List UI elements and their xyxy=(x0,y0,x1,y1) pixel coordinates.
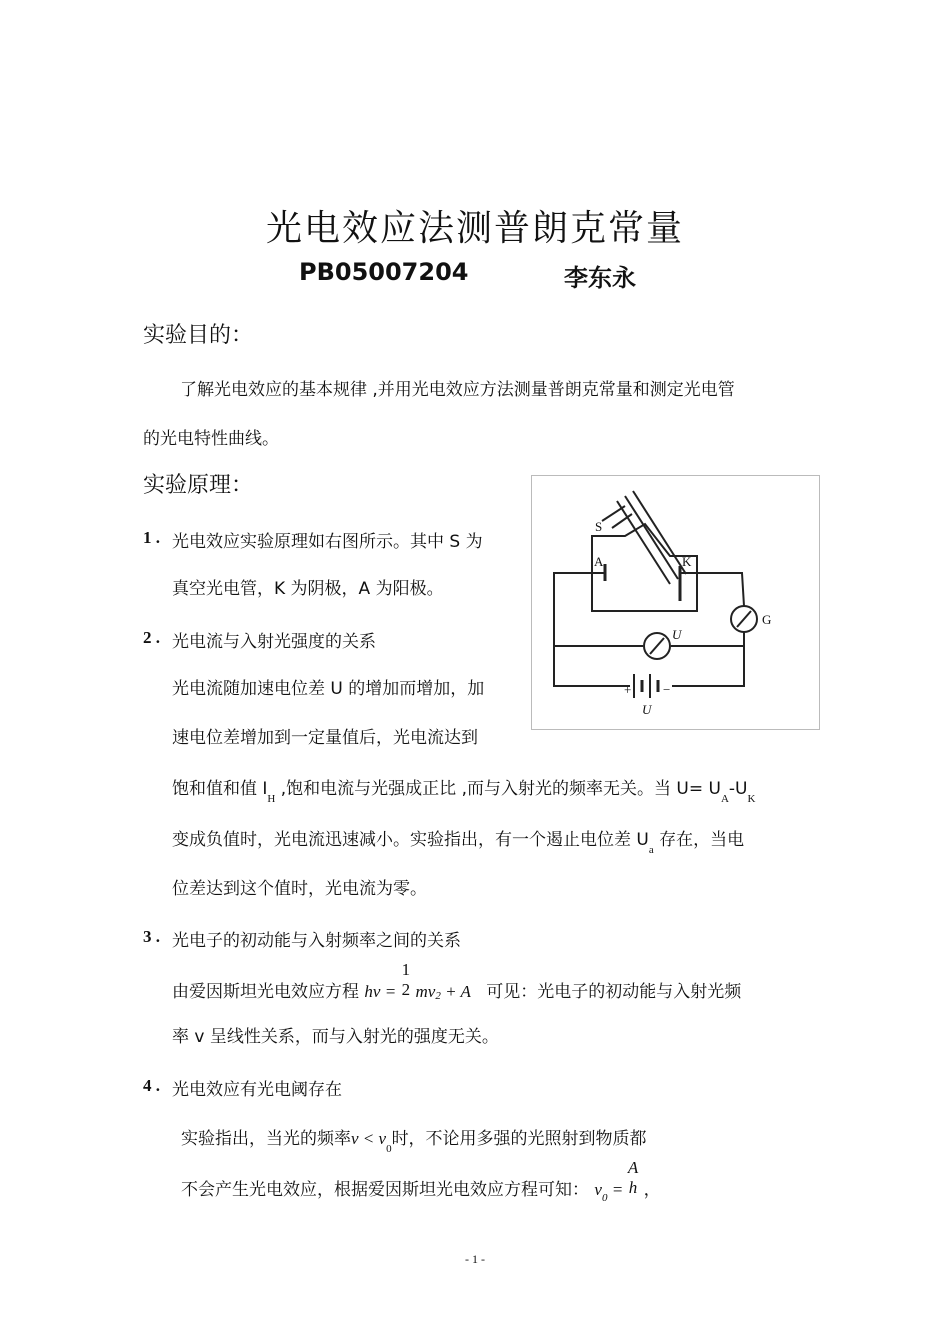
item-number-2: 2 . xyxy=(143,628,160,647)
section-heading-principle: 实验原理： xyxy=(143,473,254,498)
equation-term: + A xyxy=(440,982,471,1001)
item2-line-3 xyxy=(172,774,756,805)
text-segment: 可见：光电子的初动能与入射光频 xyxy=(486,982,742,1002)
subscript-A: A xyxy=(720,793,729,805)
fraction-denominator: h xyxy=(628,1178,638,1197)
text-segment: ,饱和电流与光强成正比 ,而与入射光的频率无关。当 U= U xyxy=(275,779,721,799)
item2-line-5: 位差达到这个值时，光电流为零。 xyxy=(172,879,427,899)
equation-rhs xyxy=(416,982,471,1001)
equation-term: v xyxy=(594,1180,602,1199)
text-segment: 饱和值和值 I xyxy=(172,779,268,799)
voltmeter-needle xyxy=(650,638,664,654)
item3-title: 光电子的初动能与入射频率之间的关系 xyxy=(172,931,461,951)
equals-sign: = xyxy=(612,1180,623,1199)
light-ray-1 xyxy=(617,501,670,584)
student-name: 李东永 xyxy=(564,264,636,292)
text-segment: ， xyxy=(643,1180,661,1200)
item1-line-1: 光电效应实验原理如右图所示。其中 S 为 xyxy=(172,532,483,552)
label-K: K xyxy=(682,554,692,569)
item1-line-2: 真空光电管，K 为阴极，A 为阳极。 xyxy=(172,579,444,599)
circuit-diagram xyxy=(532,476,819,729)
text-segment: -U xyxy=(728,779,748,799)
subscript-0: 0 xyxy=(386,1143,392,1155)
text-segment: 变成负值时，光电流迅速减小。实验指出，有一个遏止电位差 U xyxy=(172,830,649,850)
subscript-K: K xyxy=(747,793,756,805)
purpose-line-1: 了解光电效应的基本规律 ,并用光电效应方法测量普朗克常量和测定光电管 xyxy=(180,380,735,400)
document-title: 光电效应法测普朗克常量 xyxy=(265,208,684,249)
text-segment: 不会产生光电效应，根据爱因斯坦光电效应方程可知： xyxy=(181,1180,589,1200)
purpose-line-2: 的光电特性曲线。 xyxy=(143,429,279,449)
item-number-1: 1 . xyxy=(143,528,160,547)
subscript-H: H xyxy=(267,793,276,805)
fraction-numerator: A xyxy=(627,1158,639,1177)
subscript-0: 0 xyxy=(601,1192,608,1204)
item-number-3: 3 . xyxy=(143,927,160,946)
item2-title: 光电流与入射光强度的关系 xyxy=(172,632,376,652)
equation2-lhs xyxy=(594,1180,608,1204)
label-S: S xyxy=(595,519,603,534)
item4-title: 光电效应有光电阈存在 xyxy=(172,1080,342,1100)
light-ray-3 xyxy=(633,491,686,574)
wire-right-top xyxy=(680,573,744,606)
label-minus: − xyxy=(663,682,671,697)
item3-line-2: 率 v 呈线性关系，而与入射光的强度无关。 xyxy=(172,1027,499,1047)
equation-lhs: hv = xyxy=(364,982,397,1001)
student-id: PB05007204 xyxy=(299,258,469,286)
item2-line-4 xyxy=(172,825,745,856)
item4-line-1 xyxy=(181,1124,647,1155)
inequality: v < v xyxy=(351,1129,387,1148)
page-number: - 1 - xyxy=(465,1252,485,1266)
text-segment: 由爱因斯坦光电效应方程 xyxy=(172,982,359,1002)
label-U-battery: U xyxy=(642,702,652,717)
wire-right-bottom xyxy=(672,632,744,686)
equation-term: mv xyxy=(415,982,436,1001)
light-ray-2 xyxy=(625,496,678,579)
subscript-a: a xyxy=(648,844,654,856)
label-A: A xyxy=(594,554,604,569)
item2-line-2: 速电位差增加到一定量值后，光电流达到 xyxy=(172,728,478,748)
item4-line-2 xyxy=(181,1158,661,1204)
label-plus: + xyxy=(624,682,632,697)
text-segment: 时，不论用多强的光照射到物质都 xyxy=(391,1129,647,1149)
section-heading-purpose: 实验目的： xyxy=(143,323,254,348)
fraction-denominator: 2 xyxy=(401,980,411,999)
text-segment: 实验指出，当光的频率 xyxy=(181,1129,351,1149)
fraction-numerator: 1 xyxy=(401,960,411,979)
equation2-fraction xyxy=(628,1158,638,1198)
equation-fraction xyxy=(402,960,411,1000)
item3-line-1 xyxy=(172,962,741,1002)
galvanometer-needle xyxy=(737,611,751,627)
label-U-meter: U xyxy=(672,627,682,642)
subscript-2: 2 xyxy=(435,990,441,1002)
text-segment: 存在，当电 xyxy=(653,830,745,850)
label-G: G xyxy=(762,612,772,627)
item-number-4: 4 . xyxy=(143,1076,160,1095)
circuit-diagram-figure xyxy=(531,475,820,730)
item2-line-1: 光电流随加速电位差 U 的增加而增加，加 xyxy=(172,679,485,699)
